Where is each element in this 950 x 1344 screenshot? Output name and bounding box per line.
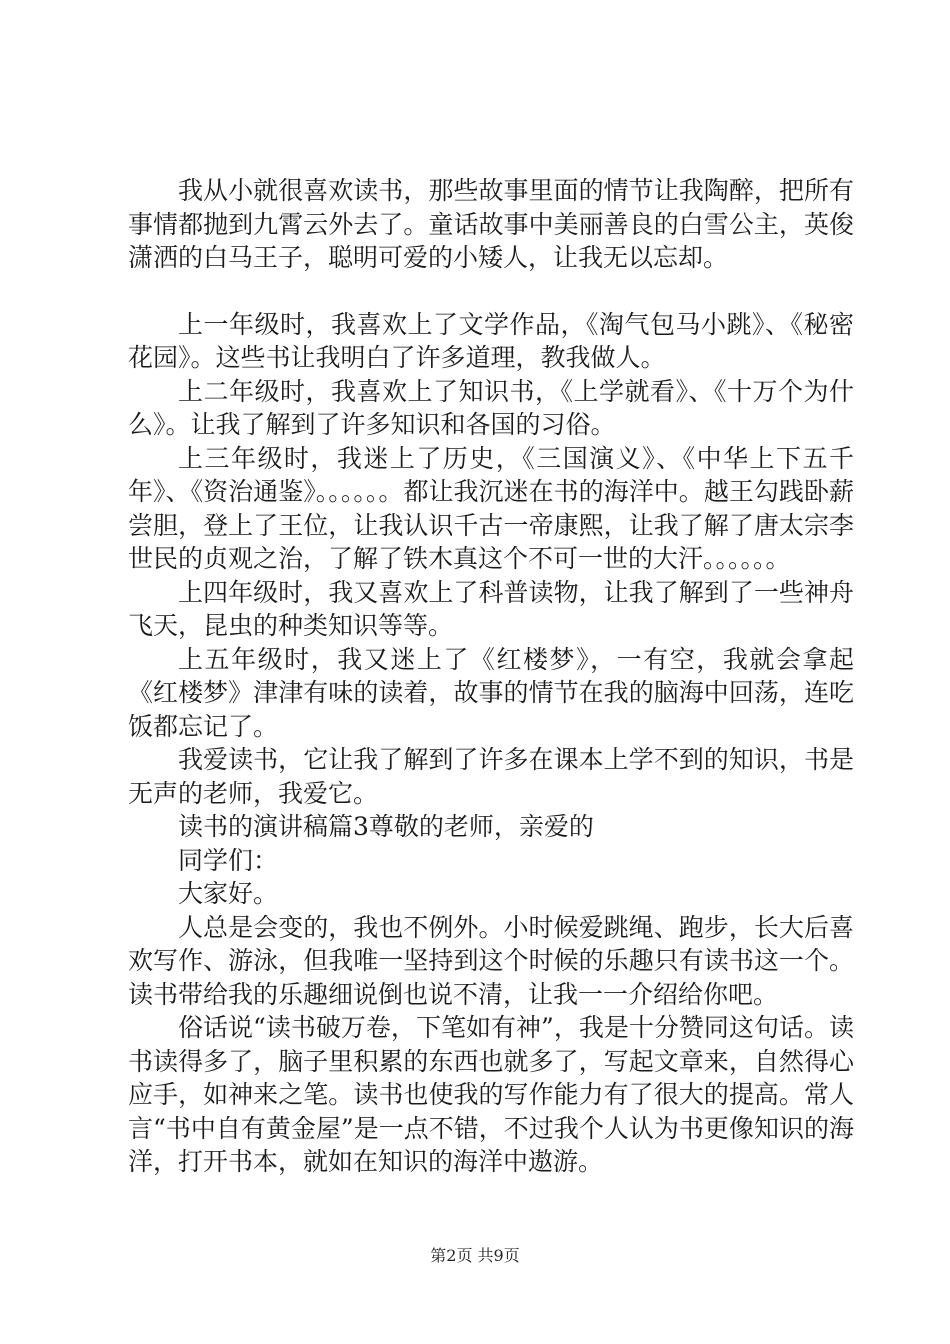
paragraph-gap [128,275,854,308]
paragraph-grade-two: 上二年级时，我喜欢上了知识书，《上学就看》、《十万个为什么》。让我了解到了许多知识和各国的习俗。 [128,376,854,439]
paragraph-greeting: 大家好。 [178,879,279,908]
paragraph-speech-title: 读书的演讲稿篇3尊敬的老师，亲爱的 [178,812,594,841]
paragraph-grade-one: 上一年级时，我喜欢上了文学作品，《淘气包马小跳》、《秘密花园》。这些书让我明白了许多道理，教我做人。 [128,309,854,372]
paragraph-love-reading: 我爱读书，它让我了解到了许多在课本上学不到的知识，书是无声的老师，我爱它。 [128,745,854,808]
paragraph-grade-five: 上五年级时，我又迷上了《红楼梦》，一有空，我就会拿起《红楼梦》津津有味的读着，故事的情节在我的脑海中回荡，连吃饭都忘记了。 [128,644,854,741]
paragraph-childhood-stories: 我从小就很喜欢读书，那些故事里面的情节让我陶醉，把所有事情都抛到九霄云外去了。童话故事中美丽善良的白雪公主，英俊潇洒的白马王子，聪明可爱的小矮人，让我无以忘却。 [128,176,854,272]
paragraph-grade-four: 上四年级时，我又喜欢上了科普读物，让我了解到了一些神舟飞天，昆虫的种类知识等等。 [128,577,854,640]
document-body [128,174,854,1179]
paragraph-people-change: 人总是会变的，我也不例外。小时候爱跳绳、跑步，长大后喜欢写作、游泳，但我唯一坚持到这个时候的乐趣只有读书这一个。读书带给我的乐趣细说倒也说不清，让我一一介绍给你吧。 [128,912,854,1009]
paragraph-salutation: 同学们： [178,845,279,875]
paragraph-proverb: 俗话说“读书破万卷，下笔如有神”，我是十分赞同这句话。读书读得多了，脑子里积累的东西也就多了，写起文章来，自然得心应手，如神来之笔。读书也使我的写作能力有了很大的提高。常人言“书中自有黄金屋”是一点不错，不过我个人认为书更像知识的海洋，打开书本，就如在知识的海洋中遨游。 [128,1013,854,1176]
paragraph-grade-three: 上三年级时，我迷上了历史，《三国演义》、《中华上下五千年》、《资治通鉴》。。。。。。都让我沉迷在书的海洋中。越王勾践卧薪尝胆，登上了王位，让我认识千古一帝康熙，让我了解了唐太宗李世民的贞观之治，了解了铁木真这个不可一世的大汗。。。。。。 [128,443,854,573]
page-number-footer: 第2页 共9页 [430,1246,520,1265]
